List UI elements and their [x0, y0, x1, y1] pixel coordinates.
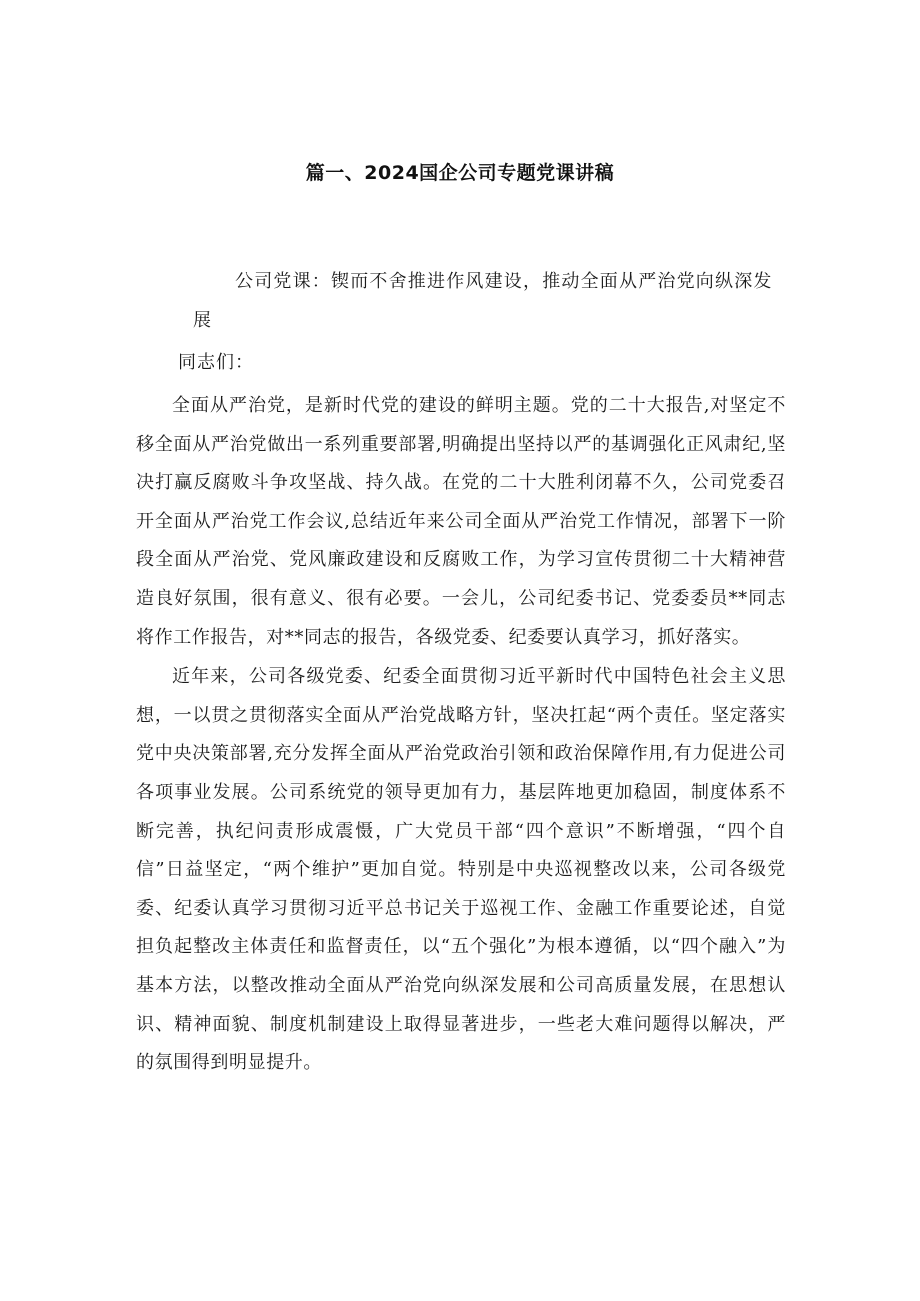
paragraph-1: 全面从严治党，是新时代党的建设的鲜明主题。党的二十大报告,对坚定不移全面从严治党做出一系列重要部署,明确提出坚持以严的基调强化正风肃纪,坚决打赢反腐败斗争攻坚战、持久战。在党的二十大胜利闭幕不久，公司党委召开全面从严治党工作会议,总结近年来公司全面从严治党工作情况，部署下一阶段全面从严治党、党风廉政建设和反腐败工作，为学习宣传贯彻二十大精神营造良好氛围，很有意义、很有必要。一会儿，公司纪委书记、党委委员**同志将作工作报告，对**同志的报告，各级党委、纪委要认真学习，抓好落实。 [136, 395, 786, 648]
lecture-subtitle [193, 262, 793, 340]
document-title: 篇一、2024国企公司专题党课讲稿 [305, 162, 615, 184]
subtitle-line-2: 展 [193, 310, 213, 331]
paragraph-2: 近年来，公司各级党委、纪委全面贯彻习近平新时代中国特色社会主义思想，一以贯之贯彻落实全面从严治党战略方针，坚决扛起“两个责任。坚定落实党中央决策部署,充分发挥全面从严治党政治引领和政治保障作用,有力促进公司各项事业发展。公司系统党的领导更加有力，基层阵地更加稳固，制度体系不断完善，执纪问责形成震慑，广大党员干部“四个意识”不断增强，“四个自信”日益坚定，“两个维护”更加自觉。特别是中央巡视整改以来，公司各级党委、纪委认真学习贯彻习近平总书记关于巡视工作、金融工作重要论述，自觉担负起整改主体责任和监督责任，以“五个强化”为根本遵循，以“四个融入”为基本方法，以整改推动全面从严治党向纵深发展和公司高质量发展，在思想认识、精神面貌、制度机制建设上取得显著进步，一些老大难问题得以解决，严的氛围得到明显提升。 [136, 666, 786, 1074]
greeting: 同志们： [178, 352, 254, 373]
body-text [136, 387, 786, 1084]
subtitle-line-1: 公司党课：锲而不舍推进作风建设，推动全面从严治党向纵深发 [235, 271, 773, 292]
